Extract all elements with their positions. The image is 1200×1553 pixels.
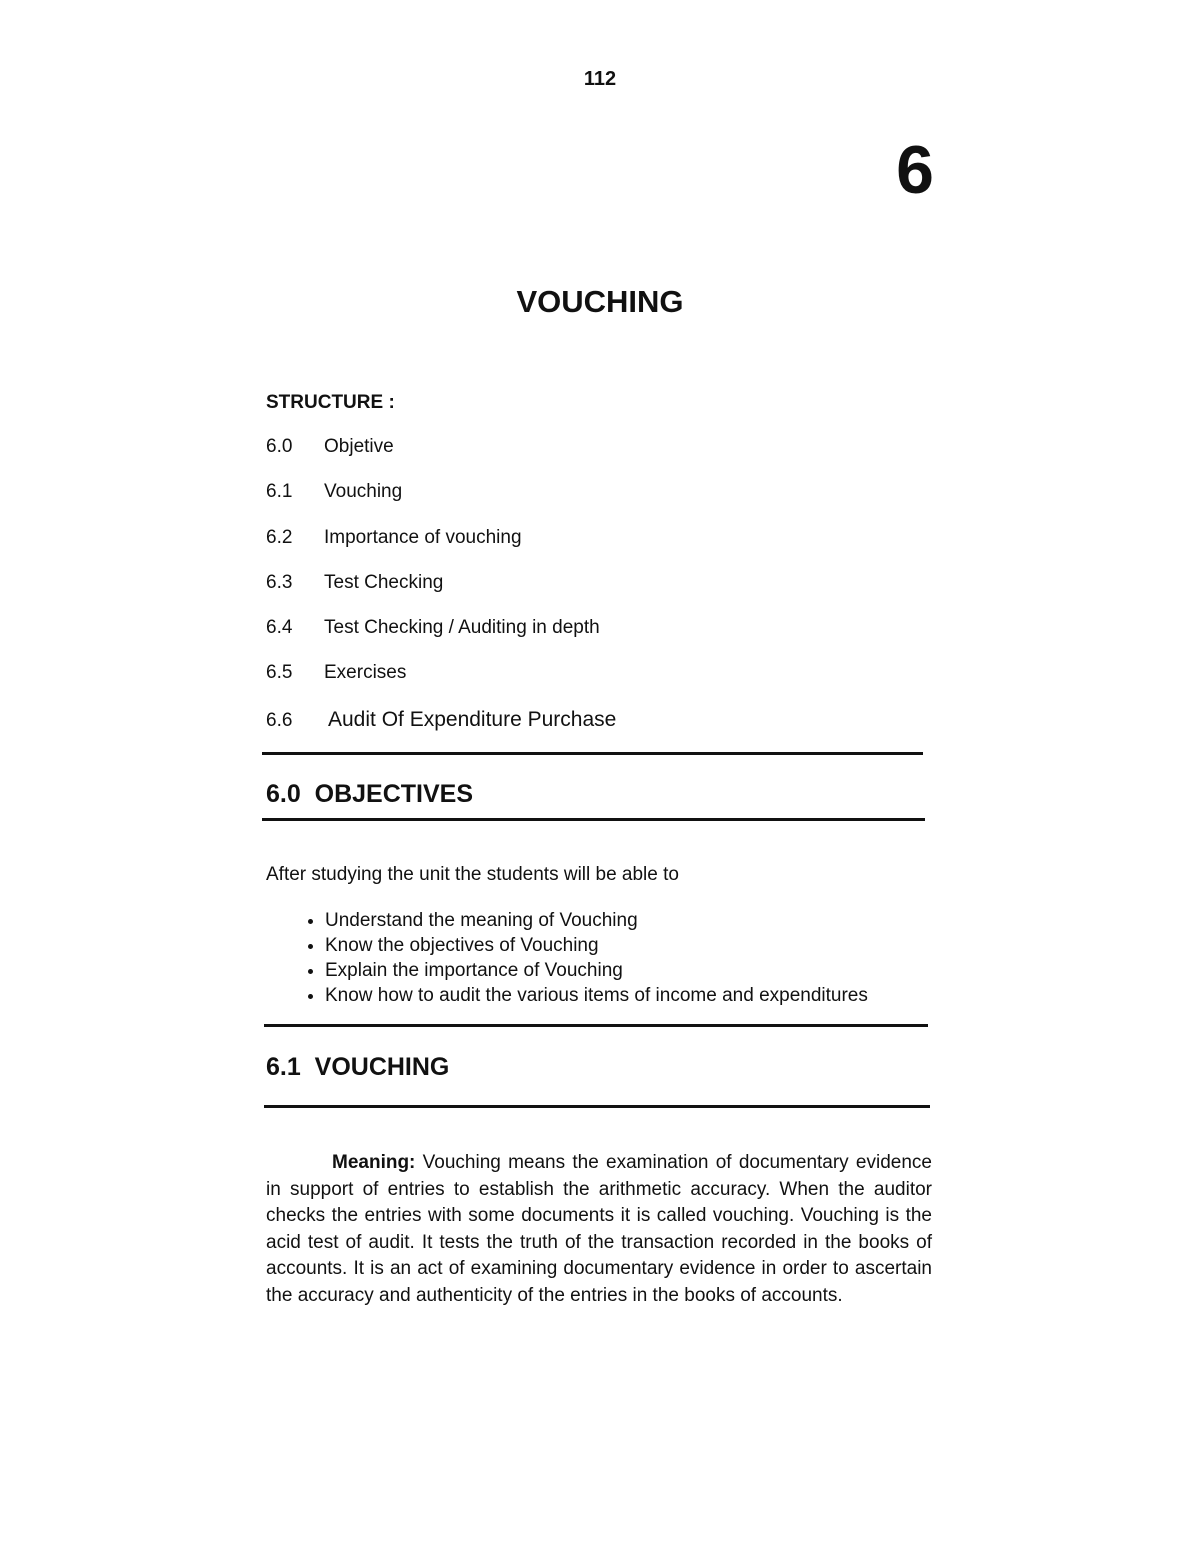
list-item: • Explain the importance of Vouching — [325, 958, 868, 983]
page-number: 112 — [583, 68, 617, 90]
meaning-text: Vouching means the examination of documentary evidence in support of entries to establish the arithmetic accuracy. When the auditor checks the entries with some documents it is called vouching. Vouching is the acid test of audit. It tests the truth of the transaction recorded in the books of accounts. It is an act of examining documentary evidence in order to ascertain the accuracy and authenticity of the entries in the books of accounts. — [266, 1152, 932, 1306]
structure-item-number: 6.6 — [266, 709, 293, 731]
structure-item — [266, 572, 616, 617]
structure-item-label: Importance of vouching — [324, 526, 522, 548]
structure-item-number: 6.5 — [266, 662, 293, 684]
list-item: • Understand the meaning of Vouching — [325, 908, 868, 933]
chapter-number: 6 — [896, 132, 934, 208]
structure-item — [266, 662, 616, 707]
structure-item — [266, 708, 616, 753]
section-heading-objectives: 6.0 OBJECTIVES — [266, 780, 474, 808]
structure-heading: STRUCTURE : — [266, 392, 395, 413]
divider-rule — [262, 752, 923, 755]
structure-item-label: Objetive — [324, 436, 394, 457]
structure-item-number: 6.0 — [266, 436, 293, 457]
divider-rule — [262, 818, 925, 821]
structure-item-label: Exercises — [324, 662, 407, 684]
structure-item — [266, 436, 616, 481]
structure-item-number: 6.2 — [266, 526, 293, 548]
structure-item-number: 6.1 — [266, 481, 293, 503]
section-heading-vouching: 6.1 VOUCHING — [266, 1053, 450, 1081]
structure-item-label: Vouching — [324, 481, 403, 503]
structure-item — [266, 527, 616, 572]
structure-item-label: Test Checking — [324, 571, 444, 593]
structure-item — [266, 617, 616, 662]
structure-list — [266, 436, 616, 753]
chapter-title: VOUCHING — [516, 284, 684, 319]
structure-item — [266, 481, 616, 526]
structure-item-label: Audit Of Expenditure Purchase — [328, 707, 617, 731]
objectives-intro: After studying the unit the students will be able to — [266, 864, 679, 885]
list-item: • Know how to audit the various items of income and expenditures — [325, 983, 868, 1008]
divider-rule — [264, 1105, 930, 1108]
meaning-paragraph — [266, 1150, 932, 1310]
structure-item-number: 6.3 — [266, 571, 293, 593]
meaning-label: Meaning: — [332, 1152, 416, 1173]
structure-item-number: 6.4 — [266, 617, 293, 639]
objectives-list — [306, 908, 868, 1008]
structure-item-label: Test Checking / Auditing in depth — [324, 617, 600, 639]
list-item: • Know the objectives of Vouching — [325, 933, 868, 958]
divider-rule — [264, 1024, 928, 1027]
